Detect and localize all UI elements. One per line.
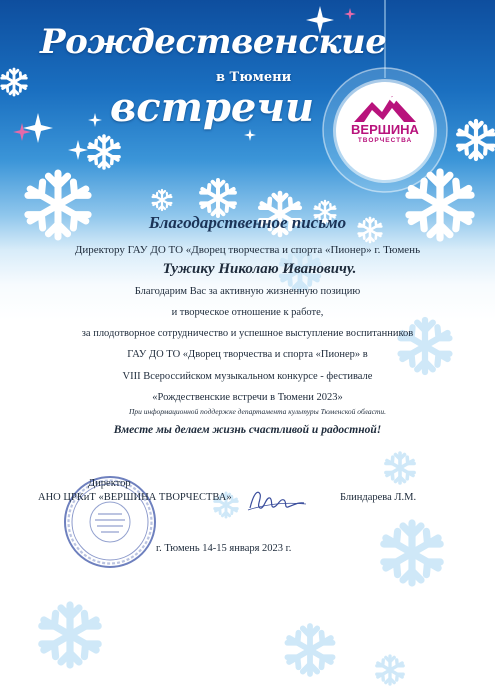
- director-organization: АНО ЦРКиТ «ВЕРШИНА ТВОРЧЕСТВА»: [38, 492, 232, 503]
- festival-title-line2: встречи: [110, 84, 315, 131]
- festival-title-subtitle: в Тюмени: [216, 70, 292, 85]
- logo-name: ВЕРШИНА: [351, 122, 419, 137]
- recipient-name: Тужику Николаю Ивановичу.: [162, 261, 357, 277]
- recipient-line: Директору ГАУ ДО ТО «Дворец творчества и спорта «Пионер» г. Тюмень: [74, 244, 421, 256]
- body-line: ГАУ ДО ТО «Дворец творчества и спорта «Пионер» в: [127, 349, 368, 360]
- director-signature: [246, 486, 308, 514]
- date-line: г. Тюмень 14-15 января 2023 г.: [156, 543, 292, 554]
- body-line: «Рождественские встречи в Тюмени 2023»: [152, 392, 343, 403]
- director-name: Блиндарева Л.М.: [340, 492, 417, 503]
- festival-title-line1: Рождественские: [40, 22, 387, 62]
- support-note: При информационной поддержке департамента культуры Тюменской области.: [128, 407, 387, 416]
- body-line: за плодотворное сотрудничество и успешное выступление воспитанников: [81, 328, 414, 339]
- director-title: Директор: [88, 478, 131, 489]
- letter-heading: Благодарственное письмо: [148, 213, 347, 232]
- slogan: Вместе мы делаем жизнь счастливой и радостной!: [113, 424, 382, 436]
- body-line: Благодарим Вас за активную жизненную позицию: [134, 286, 361, 297]
- logo-subtitle: ТВОРЧЕСТВА: [357, 137, 413, 144]
- vershina-logo: [336, 82, 434, 180]
- body-line: VIII Всероссийском музыкальном конкурсе - фестивале: [122, 371, 373, 382]
- body-line: и творческое отношение к работе,: [171, 307, 324, 318]
